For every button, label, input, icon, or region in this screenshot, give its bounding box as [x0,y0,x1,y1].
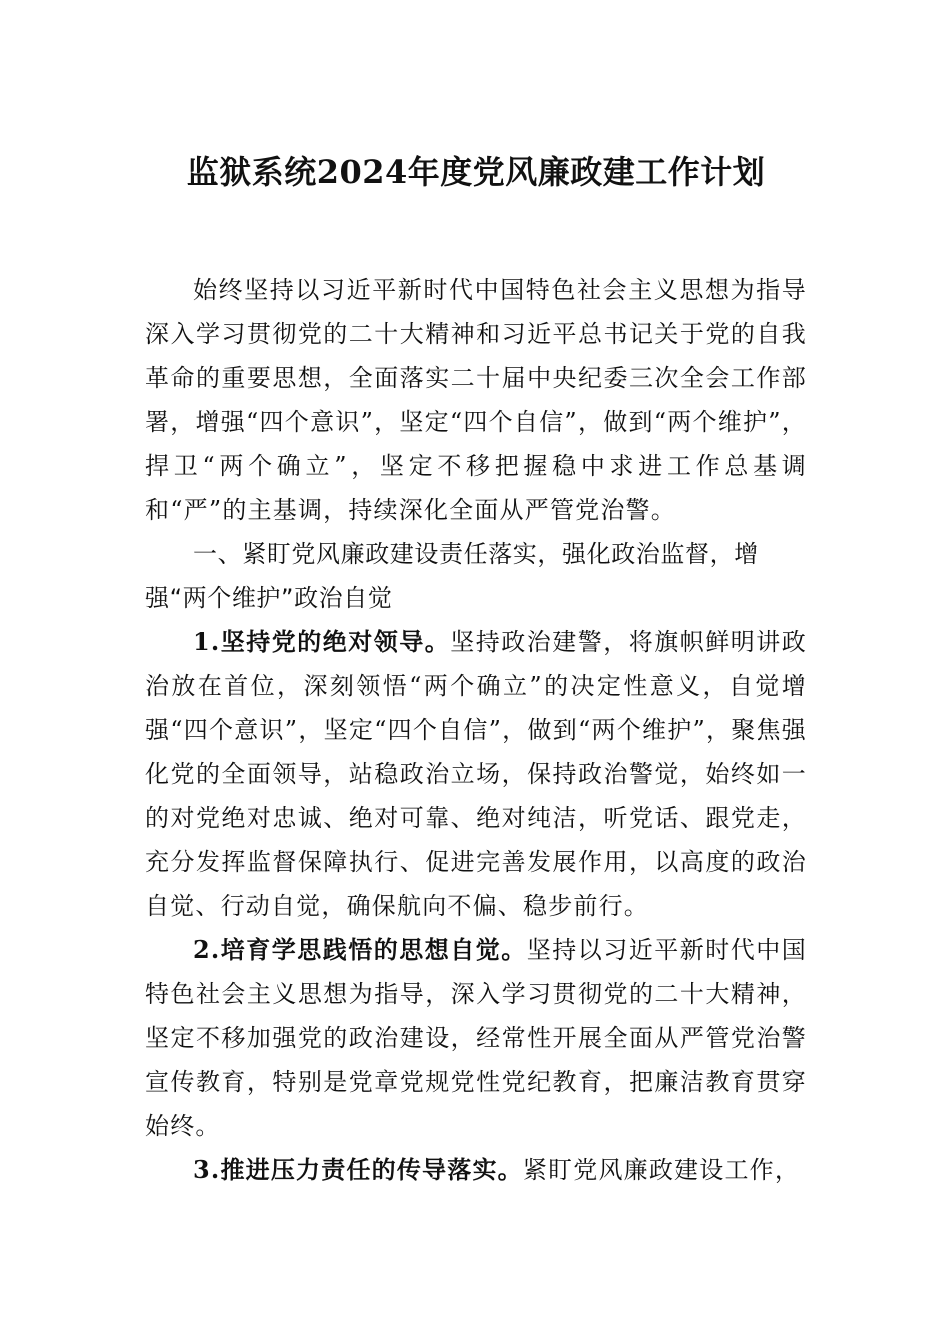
item-3-paragraph [145,1148,807,1192]
item-1-lead: 1.坚持党的绝对领导。 [193,627,451,656]
item-2-text: 坚持以习近平新时代中国特色社会主义思想为指导，深入学习贯彻党的二十大精神，坚定不移加强党的政治建设，经常性开展全面从严管党治警宣传教育，特别是党章党规党性党纪教育，把廉洁教育贯穿始终。 [145,936,807,1140]
item-2-lead: 2.培育学思践悟的思想自觉。 [193,935,527,964]
document-body [145,150,807,1192]
item-2-paragraph [145,928,807,1148]
item-3-lead: 3.推进压力责任的传导落实。 [193,1155,523,1184]
item-1-text: 坚持政治建警，将旗帜鲜明讲政治放在首位，深刻领悟“两个确立”的决定性意义，自觉增强“四个意识”，坚定“四个自信”，做到“两个维护”，聚焦强化党的全面领导，站稳政治立场，保持政治警觉，始终如一的对党绝对忠诚、绝对可靠、绝对纯洁，听党话、跟党走，充分发挥监督保障执行、促进完善发展作用，以高度的政治自觉、行动自觉，确保航向不偏、稳步前行。 [145,628,807,920]
document-title: 监狱系统2024年度党风廉政建工作计划 [186,153,766,191]
item-1-paragraph [145,620,807,928]
item-3-text: 紧盯党风廉政建设工作， [522,1156,801,1184]
intro-paragraph: 始终坚持以习近平新时代中国特色社会主义思想为指导深入学习贯彻党的二十大精神和习近平总书记关于党的自我革命的重要思想，全面落实二十届中央纪委三次全会工作部署，增强“四个意识”，坚定“四个自信”，做到“两个维护”，捍卫“两个确立”，坚定不移把握稳中求进工作总基调和“严”的主基调，持续深化全面从严管党治警。 [145,276,807,524]
section-one-heading: 一、紧盯党风廉政建设责任落实，强化政治监督，增强“两个维护”政治自觉 [145,540,759,612]
